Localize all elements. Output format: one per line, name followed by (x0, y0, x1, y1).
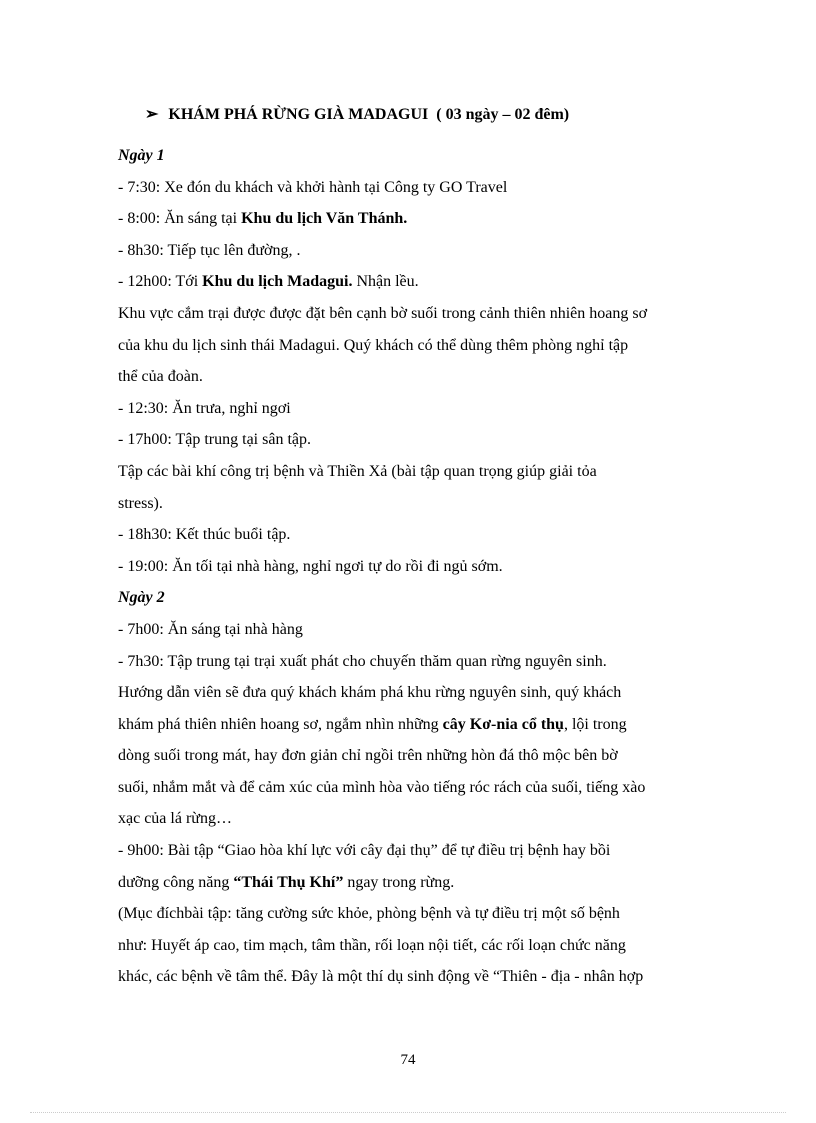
text-line (118, 330, 698, 362)
text-line (118, 803, 698, 835)
text-segment: - 7:30: Xe đón du khách và khởi hành tại Công ty GO Travel (118, 178, 508, 196)
section-title: KHÁM PHÁ RỪNG GIÀ MADAGUI (168, 106, 429, 123)
text-line (118, 488, 698, 520)
text-line (118, 519, 698, 551)
text-segment: , lội trong (563, 715, 627, 733)
text-line (118, 393, 698, 425)
bold-text: cây Kơ-nia cổ thụ (442, 715, 564, 733)
text-segment: Tập các bài khí công trị bệnh và Thiền Xả (bài tập quan trọng giúp giải tỏa (118, 462, 597, 480)
text-segment: thể của đoàn. (118, 368, 203, 386)
page-bottom-divider (30, 1112, 786, 1113)
text-line (118, 424, 698, 456)
text-segment: - 12:30: Ăn trưa, nghỉ ngơi (118, 399, 291, 417)
page-number: 74 (400, 1052, 416, 1068)
text-segment: (Mục đíchbài tập: tăng cường sức khỏe, phòng bệnh và tự điều trị một số bệnh (118, 905, 620, 923)
text-line (118, 772, 698, 804)
text-line (118, 740, 698, 772)
section-duration: ( 03 ngày – 02 đêm) (436, 106, 570, 123)
text-line (118, 298, 698, 330)
text-segment: khám phá thiên nhiên hoang sơ, ngắm nhìn những (118, 715, 443, 733)
text-segment: ngay trong rừng. (343, 873, 455, 891)
text-segment: suối, nhắm mắt và để cảm xúc của mình hòa vào tiếng róc rách của suối, tiếng xào (118, 778, 646, 796)
text-line (118, 646, 698, 678)
text-segment: - 19:00: Ăn tối tại nhà hàng, nghỉ ngơi tự do rồi đi ngủ sớm. (118, 557, 503, 575)
text-segment: - 12h00: Tới (118, 273, 203, 291)
text-line (118, 361, 698, 393)
text-line (118, 961, 698, 993)
text-segment: Hướng dẫn viên sẽ đưa quý khách khám phá khu rừng nguyên sinh, quý khách (118, 684, 622, 702)
day-label: Ngày 1 (118, 147, 165, 164)
text-segment: của khu du lịch sinh thái Madagui. Quý khách có thể dùng thêm phòng nghỉ tập (118, 336, 629, 354)
text-segment: Khu vực cắm trại được được đặt bên cạnh bờ suối trong cảnh thiên nhiên hoang sơ (118, 304, 648, 322)
text-line (118, 677, 698, 709)
text-line (118, 266, 698, 298)
text-segment: xạc của lá rừng… (118, 810, 232, 828)
text-line (118, 456, 698, 488)
day-label: Ngày 2 (118, 589, 165, 607)
text-segment: khác, các bệnh về tâm thể. Đây là một thí dụ sinh động về “Thiên - địa - nhân hợp (118, 968, 644, 986)
text-line (118, 235, 698, 267)
text-segment: dưỡng công năng (118, 873, 234, 891)
text-line (118, 614, 698, 646)
bold-text: “Thái Thụ Khí” (233, 873, 344, 891)
text-segment: - 8h30: Tiếp tục lên đường, . (118, 241, 301, 259)
text-segment: - 8:00: Ăn sáng tại (118, 210, 242, 228)
itinerary-body (118, 140, 698, 993)
text-line (118, 709, 698, 741)
day-heading (118, 582, 698, 614)
text-line (118, 551, 698, 583)
text-segment: - 18h30: Kết thúc buổi tập. (118, 526, 291, 544)
text-line (118, 930, 698, 962)
text-line (118, 867, 698, 899)
text-segment: - 7h30: Tập trung tại trại xuất phát cho chuyến thăm quan rừng nguyên sinh. (118, 652, 607, 670)
bold-text: Khu du lịch Madagui. (202, 273, 353, 291)
text-segment: stress). (118, 494, 163, 512)
bold-text: Khu du lịch Văn Thánh. (241, 210, 408, 228)
text-segment: - 9h00: Bài tập “Giao hòa khí lực với cây đại thụ” để tự điều trị bệnh hay bồi (118, 842, 611, 860)
text-segment: - 17h00: Tập trung tại sân tập. (118, 431, 311, 449)
text-line (118, 835, 698, 867)
text-line (118, 898, 698, 930)
text-line (118, 203, 698, 235)
arrow-bullet-icon: ➢ (145, 106, 159, 123)
section-heading (145, 104, 569, 124)
text-line (118, 172, 698, 204)
text-segment: - 7h00: Ăn sáng tại nhà hàng (118, 620, 303, 638)
text-segment: như: Huyết áp cao, tim mạch, tâm thần, rối loạn nội tiết, các rối loạn chức năng (118, 936, 626, 954)
text-segment: dòng suối trong mát, hay đơn giản chỉ ngồi trên những hòn đá thô mộc bên bờ (118, 747, 618, 765)
day-heading (118, 140, 698, 172)
text-segment: Nhận lều. (352, 273, 419, 291)
